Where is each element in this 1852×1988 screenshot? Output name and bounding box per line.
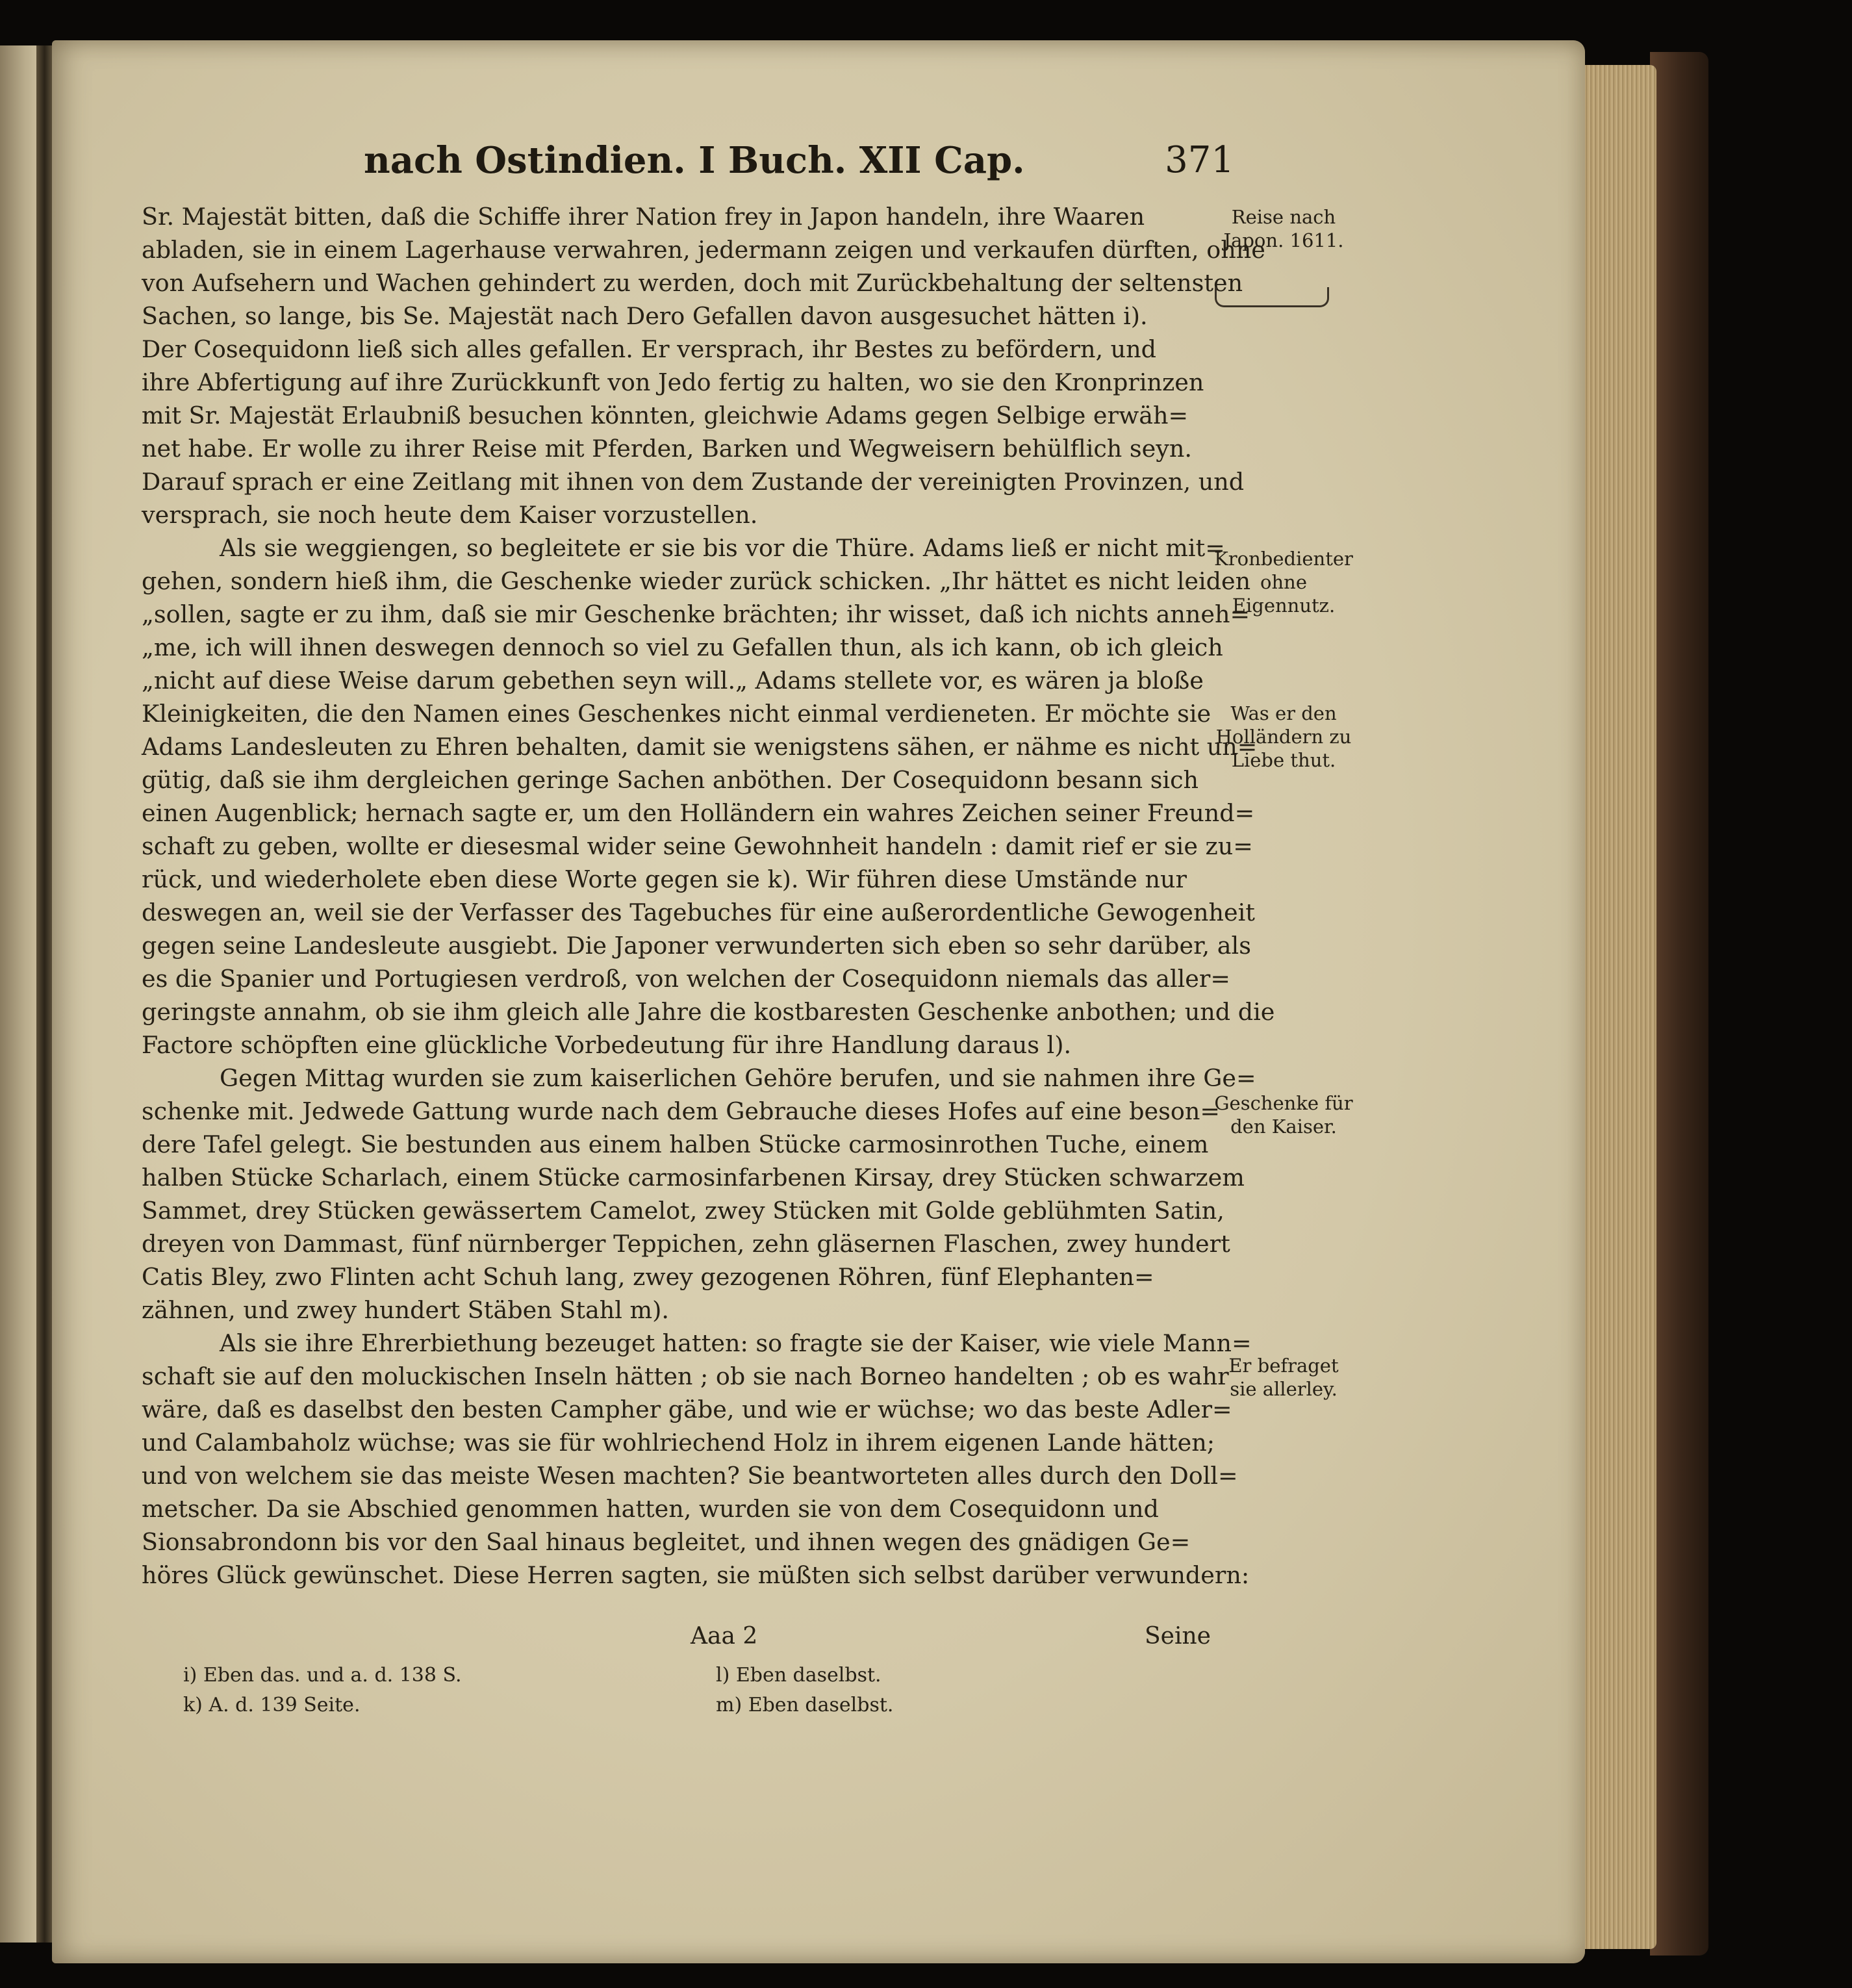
text-line: gütig, daß sie ihm dergleichen geringe Sachen anböthen. Der Cosequidonn besann sich: [142, 766, 1199, 794]
sidenote-hollaendern: Was er den Holländern zu Liebe thut.: [1215, 702, 1352, 771]
text-line: einen Augenblick; hernach sagte er, um den Holländern ein wahres Zeichen seiner Freund=: [142, 799, 1255, 827]
book-cover: [1650, 52, 1708, 1956]
text-line: schaft sie auf den moluckischen Inseln hätten ; ob sie nach Borneo handelten ; ob es wahr: [142, 1362, 1229, 1390]
text-line: Catis Bley, zwo Flinten acht Schuh lang, zwey gezogenen Röhren, fünf Elephanten=: [142, 1263, 1154, 1291]
text-line: Sionsabrondonn bis vor den Saal hinaus begleitet, und ihnen wegen des gnädigen Ge=: [142, 1528, 1191, 1556]
page-fore-edge: [1579, 65, 1656, 1949]
text-line: und Calambaholz wüchse; was sie für wohlriechend Holz in ihrem eigenen Lande hätten;: [142, 1429, 1215, 1457]
text-line: „me, ich will ihnen deswegen dennoch so viel zu Gefallen thun, als ich kann, ob ich gleich: [142, 633, 1223, 661]
paragraph: [142, 531, 1275, 1062]
page-number: 371: [1165, 139, 1234, 181]
sidenote-kronbedienter: Kronbedienter ohne Eigennutz.: [1214, 548, 1353, 617]
text-line: Als sie weggiengen, so begleitete er sie bis vor die Thüre. Adams ließ er nicht mit=: [220, 534, 1225, 562]
text-line: gegen seine Landesleute ausgiebt. Die Japoner verwunderten sich eben so sehr darüber, als: [142, 932, 1251, 960]
text-line: Darauf sprach er eine Zeitlang mit ihnen von dem Zustande der vereinigten Provinzen, und: [142, 468, 1245, 496]
text-line: und von welchem sie das meiste Wesen machten? Sie beantworteten alles durch den Doll=: [142, 1462, 1238, 1490]
text-line: von Aufsehern und Wachen gehindert zu werden, doch mit Zurückbehaltung der seltensten: [142, 269, 1243, 297]
sidenote-brace: [1215, 287, 1329, 307]
text-line: Factore schöpften eine glückliche Vorbedeutung für ihre Handlung daraus l).: [142, 1031, 1072, 1059]
footnote-m: m) Eben daselbst.: [716, 1694, 894, 1716]
text-line: deswegen an, weil sie der Verfasser des Tagebuches für eine außerordentliche Gewogenheit: [142, 898, 1255, 926]
footnote-k: k) A. d. 139 Seite.: [183, 1694, 361, 1716]
text-line: dreyen von Dammast, fünf nürnberger Teppichen, zehn gläsernen Flaschen, zwey hundert: [142, 1230, 1230, 1258]
sidenote-geschenke: Geschenke für den Kaiser.: [1214, 1092, 1353, 1138]
footnote-l: l) Eben daselbst.: [716, 1664, 882, 1687]
running-head-title: nach Ostindien. I Buch. XII Cap.: [364, 139, 1025, 182]
text-line: „nicht auf diese Weise darum gebethen seyn will.„ Adams stellete vor, es wären ja bloße: [142, 667, 1204, 695]
text-line: Der Cosequidonn ließ sich alles gefallen. Er versprach, ihr Bestes zu befördern, und: [142, 335, 1157, 363]
text-line: Als sie ihre Ehrerbiethung bezeuget hatten: so fragte sie der Kaiser, wie viele Mann=: [220, 1329, 1252, 1357]
text-line: höres Glück gewünschet. Diese Herren sagten, sie müßten sich selbst darüber verwundern:: [142, 1561, 1250, 1589]
paragraph: [142, 200, 1265, 531]
text-line: metscher. Da sie Abschied genommen hatten, wurden sie von dem Cosequidonn und: [142, 1495, 1159, 1523]
running-head: [364, 138, 1234, 183]
text-line: versprach, sie noch heute dem Kaiser vorzustellen.: [142, 501, 758, 529]
text-line: Kleinigkeiten, die den Namen eines Geschenkes nicht einmal verdieneten. Er möchte sie: [142, 700, 1211, 728]
text-line: „sollen, sagte er zu ihm, daß sie mir Geschenke brächten; ihr wisset, daß ich nichts anneh=: [142, 600, 1250, 628]
text-line: rück, und wiederholete eben diese Worte gegen sie k). Wir führen diese Umstände nur: [142, 865, 1187, 893]
text-line: zähnen, und zwey hundert Stäben Stahl m).: [142, 1296, 669, 1324]
catchline: [142, 1620, 1211, 1653]
paragraph: [142, 1327, 1252, 1592]
text-line: net habe. Er wolle zu ihrer Reise mit Pferden, Barken und Wegweisern behülflich seyn.: [142, 435, 1192, 463]
catchword: Seine: [1145, 1623, 1211, 1650]
text-line: wäre, daß es daselbst den besten Campher gäbe, und wie er wüchse; wo das beste Adler=: [142, 1395, 1232, 1423]
body-text: [142, 200, 1275, 1592]
text-line: geringste annahm, ob sie ihm gleich alle Jahre die kostbaresten Geschenke anbothen; und die: [142, 998, 1275, 1026]
signature-mark: Aaa 2: [691, 1623, 758, 1650]
text-line: Sammet, drey Stücken gewässertem Camelot, zwey Stücken mit Golde geblühmten Satin,: [142, 1197, 1224, 1225]
text-line: ihre Abfertigung auf ihre Zurückkunft von Jedo fertig zu halten, wo sie den Kronprinzen: [142, 368, 1204, 396]
text-line: Sr. Majestät bitten, daß die Schiffe ihrer Nation frey in Japon handeln, ihre Waaren: [142, 203, 1145, 231]
sidenote-reise-nach-japon: Reise nach Japon. 1611.: [1223, 206, 1344, 251]
text-line: Adams Landesleuten zu Ehren behalten, damit sie wenigstens sähen, er nähme es nicht un=: [142, 733, 1258, 761]
text-line: halben Stücke Scharlach, einem Stücke carmosinfarbenen Kirsay, drey Stücken schwarzem: [142, 1164, 1245, 1192]
text-line: gehen, sondern hieß ihm, die Geschenke wieder zurück schicken. „Ihr hättet es nicht leiden: [142, 567, 1251, 595]
text-line: mit Sr. Majestät Erlaubniß besuchen könnten, gleichwie Adams gegen Selbige erwäh=: [142, 401, 1189, 429]
footnote-i: i) Eben das. und a. d. 138 S.: [183, 1664, 462, 1687]
text-line: dere Tafel gelegt. Sie bestunden aus einem halben Stücke carmosinrothen Tuche, einem: [142, 1130, 1209, 1158]
text-line: Sachen, so lange, bis Se. Majestät nach Dero Gefallen davon ausgesuchet hätten i).: [142, 302, 1148, 330]
sidenote-befraget: Er befraget sie allerley.: [1228, 1355, 1339, 1400]
text-line: schaft zu geben, wollte er diesesmal wider seine Gewohnheit handeln : damit rief er sie zu=: [142, 832, 1253, 860]
text-line: es die Spanier und Portugiesen verdroß, von welchen der Cosequidonn niemals das aller=: [142, 965, 1230, 993]
paragraph: [142, 1062, 1256, 1327]
text-line: abladen, sie in einem Lagerhause verwahren, jedermann zeigen und verkaufen dürften, ohne: [142, 236, 1265, 264]
text-line: schenke mit. Jedwede Gattung wurde nach dem Gebrauche dieses Hofes auf eine beson=: [142, 1097, 1220, 1125]
text-line: Gegen Mittag wurden sie zum kaiserlichen Gehöre berufen, und sie nahmen ihre Ge=: [220, 1064, 1256, 1092]
